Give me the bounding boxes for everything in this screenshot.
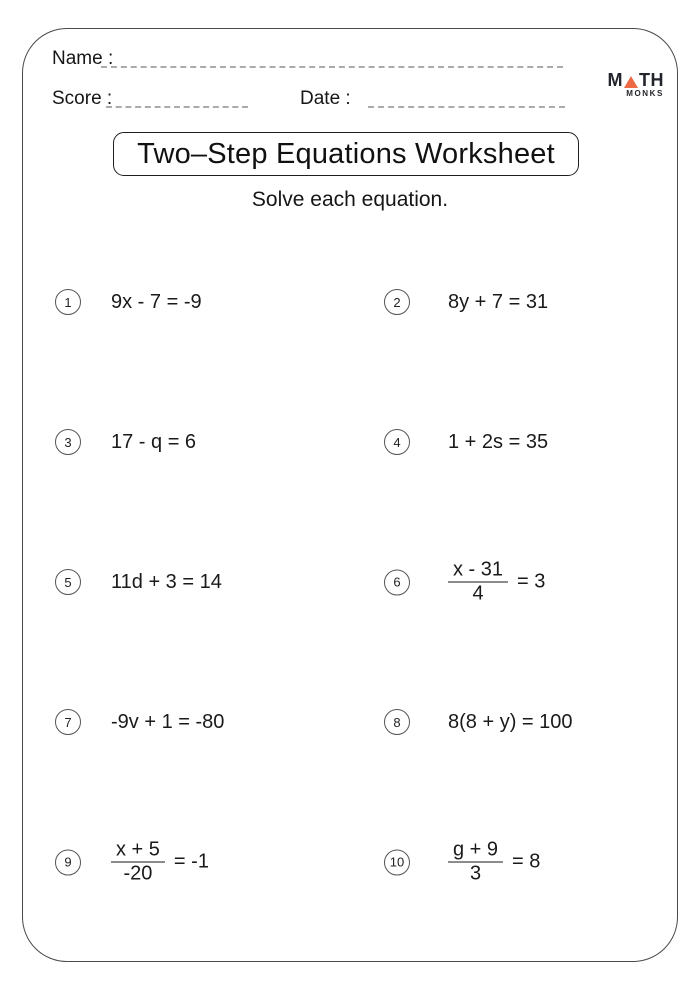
- problem-number-badge: 1: [55, 289, 81, 315]
- equation-text: 11d + 3 = 14: [111, 570, 222, 593]
- problem-number-badge: 8: [384, 709, 410, 735]
- equation-text: 9x - 7 = -9: [111, 290, 202, 313]
- name-label: Name :: [52, 48, 114, 69]
- problem-6: [384, 559, 545, 606]
- score-label: Score :: [52, 88, 113, 109]
- worksheet-title: Two–Step Equations Worksheet: [137, 137, 555, 170]
- problem-row: [0, 232, 700, 372]
- logo-subtext: MONKS: [626, 89, 664, 98]
- problem-5: [55, 569, 222, 595]
- equation-text: -9v + 1 = -80: [111, 710, 225, 733]
- problem-8: [384, 709, 573, 735]
- equation-rhs: = 8: [512, 850, 541, 873]
- equation-text: [448, 839, 540, 886]
- problem-number-badge: 3: [55, 429, 81, 455]
- problem-number-badge: 4: [384, 429, 410, 455]
- problem-3: [55, 429, 196, 455]
- fraction: [111, 839, 165, 886]
- problem-number-badge: 5: [55, 569, 81, 595]
- fraction-denominator: 4: [472, 582, 484, 605]
- equation-text: [111, 839, 209, 886]
- problem-number-badge: 9: [55, 849, 81, 875]
- equation-text: 17 - q = 6: [111, 430, 197, 453]
- problem-9: [55, 839, 209, 886]
- problems-grid: [0, 232, 700, 932]
- equation-text: [448, 559, 545, 606]
- equation-rhs: = -1: [173, 850, 209, 873]
- problem-2: [384, 289, 548, 315]
- fraction-numerator: x + 5: [116, 838, 160, 861]
- problem-number-badge: 6: [384, 569, 410, 595]
- instructions: Solve each equation.: [251, 188, 449, 211]
- problem-number-badge: 10: [384, 849, 410, 875]
- equation-text: 1 + 2s = 35: [448, 430, 549, 453]
- problem-4: [384, 429, 548, 455]
- problem-10: [384, 839, 540, 886]
- problem-number-badge: 7: [55, 709, 81, 735]
- logo-text-right: TH: [639, 70, 664, 90]
- problem-7: [55, 709, 224, 735]
- problem-1: [55, 289, 202, 315]
- title-box: [113, 132, 579, 176]
- problem-row: [0, 372, 700, 512]
- equation-text: 8y + 7 = 31: [448, 290, 549, 313]
- problem-row: [0, 652, 700, 792]
- equation-rhs: = 3: [517, 570, 546, 593]
- fraction: [448, 559, 508, 606]
- logo-triangle-icon: [624, 76, 638, 88]
- score-line: [106, 92, 248, 108]
- fraction-denominator: -20: [123, 862, 153, 885]
- name-line: [101, 52, 563, 68]
- fraction-numerator: x - 31: [453, 558, 504, 581]
- date-label: Date :: [300, 88, 351, 109]
- problem-number-badge: 2: [384, 289, 410, 315]
- fraction-numerator: g + 9: [453, 838, 499, 861]
- equation-text: 8(8 + y) = 100: [448, 710, 573, 733]
- logo-text-left: M: [607, 70, 623, 90]
- fraction-denominator: 3: [469, 862, 482, 885]
- math-monks-logo: [608, 71, 665, 98]
- date-line: [368, 92, 565, 108]
- fraction: [448, 839, 503, 886]
- logo-wordmark: [608, 71, 665, 89]
- problem-row: [0, 512, 700, 652]
- problem-row: [0, 792, 700, 932]
